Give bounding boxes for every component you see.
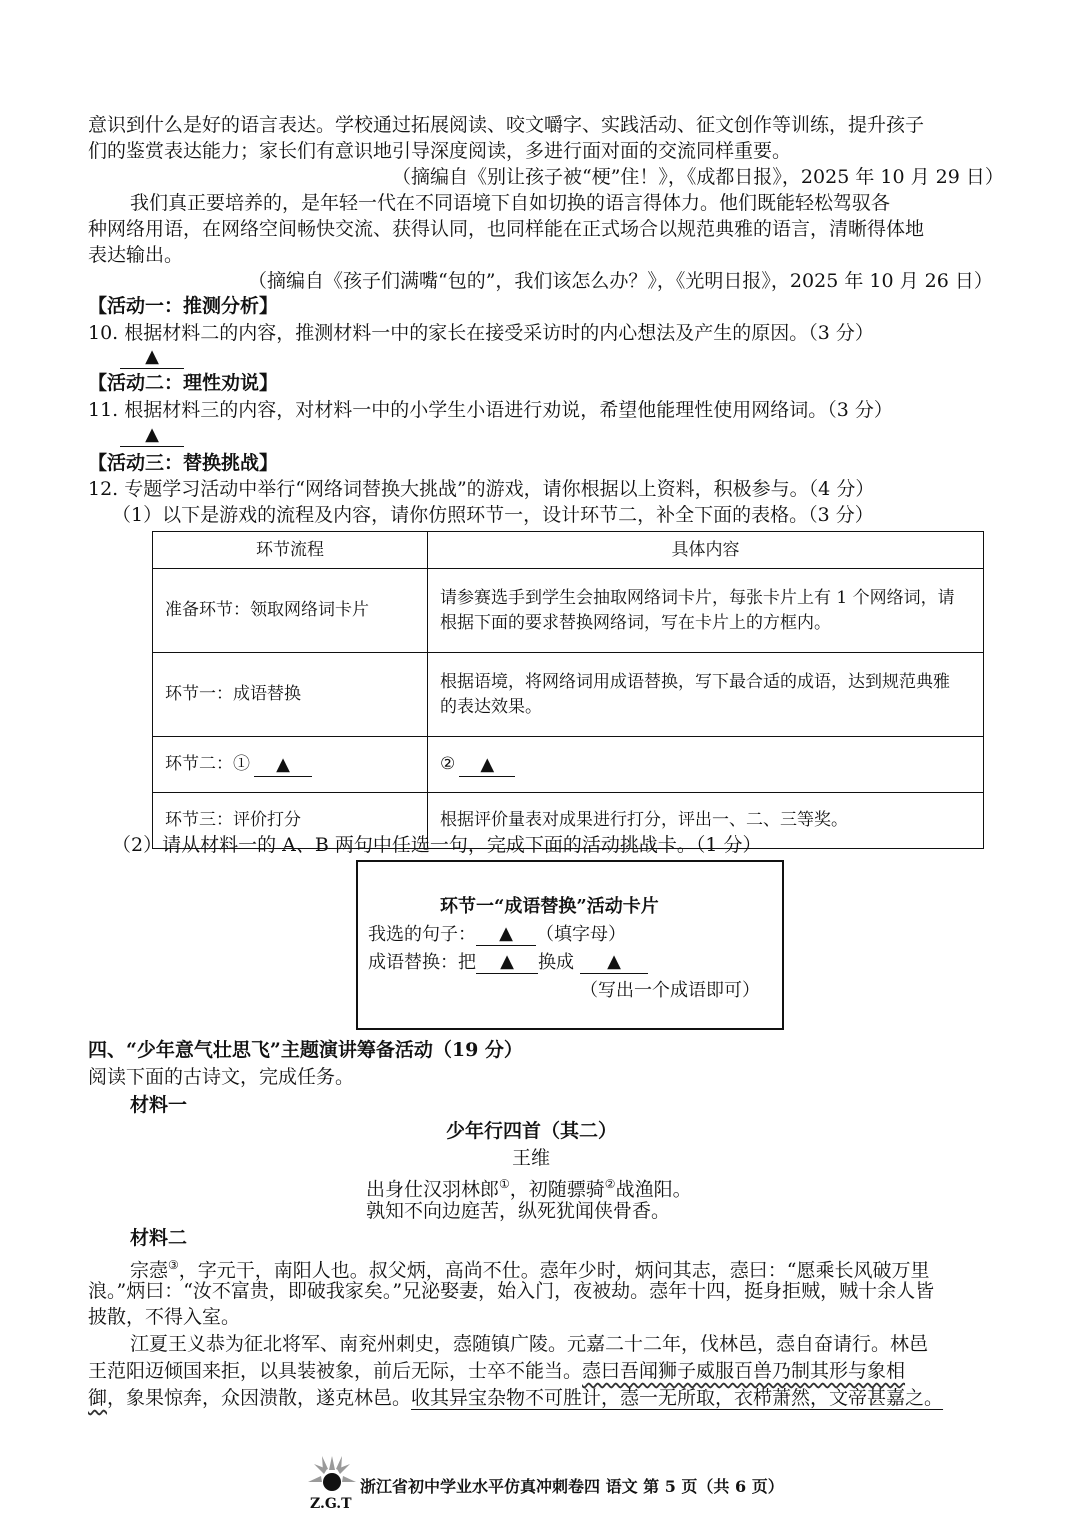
- card-hint: （写出一个成语即可）: [580, 980, 760, 1001]
- publisher-logo-icon: [306, 1454, 358, 1514]
- question-12: 12. 专题学习活动中举行“网络词替换大挑战”的游戏，请你根据以上资料，积极参与。（4 分）: [88, 478, 875, 500]
- material-paragraph-line: 我们真正要培养的，是年轻一代在不同语境下自如切换的语言得体力。他们既能轻松驾驭各: [130, 192, 891, 214]
- card-label: 换成: [538, 952, 574, 973]
- logo-text: Z.G.T: [310, 1496, 352, 1512]
- table-cell: [428, 737, 984, 793]
- table-cell: [428, 569, 984, 653]
- poem-text: ，初随骠骑: [509, 1178, 605, 1201]
- poem-text: 战渔阳。: [615, 1178, 692, 1201]
- poem-author: 王维: [512, 1147, 551, 1169]
- answer-triangle-icon: ▲: [276, 754, 290, 775]
- table-cell: [428, 653, 984, 737]
- table-cell: 环节一：成语替换: [153, 653, 428, 737]
- table-cell: 环节三：评价打分: [153, 793, 428, 849]
- wavy-underlined-text: 御: [88, 1387, 108, 1409]
- card-line-sentence: [368, 920, 626, 946]
- activity-two-title: 【活动二：理性劝说】: [88, 372, 279, 394]
- footnote-mark: ③: [168, 1258, 179, 1272]
- table-row: [153, 737, 984, 793]
- answer-triangle-icon: ▲: [499, 923, 513, 944]
- table-header: 环节流程: [153, 532, 428, 569]
- prose-line: [88, 1358, 905, 1384]
- material-paragraph-line: 表达输出。: [88, 244, 184, 266]
- activity-three-title: 【活动三：替换挑战】: [88, 452, 279, 474]
- table-row: [153, 569, 984, 653]
- prose-text: 宗悫: [130, 1259, 169, 1282]
- cell-text-line: 根据语境，将网络词用成语替换，写下最合适的成语，达到规范典雅: [440, 671, 950, 692]
- prose-line: [88, 1385, 943, 1411]
- answer-triangle-icon: ▲: [145, 424, 159, 445]
- cell-text-line: 根据下面的要求替换网络词，写在卡片上的方框内。: [440, 612, 831, 633]
- table-header: 具体内容: [428, 532, 984, 569]
- cell-text-line: 的表达效果。: [440, 696, 542, 717]
- card-label: 成语替换：把: [368, 952, 476, 973]
- footnote-mark: ②: [604, 1177, 616, 1191]
- poem-text: 出身仕汉羽林郎: [366, 1178, 500, 1201]
- answer-blank[interactable]: [120, 343, 184, 369]
- section-four-intro: 阅读下面的古诗文，完成任务。: [88, 1066, 355, 1088]
- question-12-part-2: （2）请从材料一的 A、B 两句中任选一句，完成下面的活动挑战卡。（1 分）: [112, 834, 762, 856]
- prose-line: 浪。”炳曰：“汝不富贵，即破我家矣。”兄泌娶妻，始入门，夜被劫。悫年十四，挺身拒贼，贼十余人皆: [88, 1280, 935, 1302]
- card-label: 我选的句子：: [368, 924, 476, 945]
- underlined-text: 收其异宝杂物不可胜计，悫一无所取，衣栉萧然，文帝甚嘉之。: [411, 1387, 944, 1409]
- question-10: 10. 根据材料二的内容，推测材料一中的家长在接受采访时的内心想法及产生的原因。（3 分）: [88, 322, 874, 344]
- card-label: （填字母）: [536, 924, 626, 945]
- material-one-label: 材料一: [130, 1094, 188, 1116]
- answer-triangle-icon: ▲: [480, 754, 495, 775]
- card-line-replace: [368, 948, 648, 974]
- material-paragraph-line: 意识到什么是好的语言表达。学校通过拓展阅读、咬文嚼字、实践活动、征文创作等训练，提升孩子: [88, 114, 925, 136]
- poem-line: 孰知不向边庭苦，纵死犹闻侠骨香。: [366, 1200, 671, 1222]
- table-row: [153, 653, 984, 737]
- answer-blank[interactable]: [580, 951, 648, 974]
- wavy-underlined-text: 悫曰吾闻狮子威服百兽乃制其形与象相: [582, 1360, 906, 1382]
- table-cell: [153, 737, 428, 793]
- prose-text: 王范阳迈倾国来拒，以具装被象，前后无际，士卒不能当。: [88, 1360, 583, 1382]
- answer-blank[interactable]: [476, 951, 538, 974]
- cell-label: ②: [440, 754, 456, 774]
- answer-triangle-icon: ▲: [500, 951, 514, 972]
- answer-blank[interactable]: [120, 421, 184, 447]
- card-title: 环节一“成语替换”活动卡片: [440, 896, 659, 917]
- answer-blank[interactable]: [459, 754, 515, 777]
- table-cell: 准备环节：领取网络词卡片: [153, 569, 428, 653]
- cell-label: 环节二：①: [165, 754, 250, 774]
- footnote-mark: ①: [499, 1177, 510, 1191]
- question-12-part-1: （1）以下是游戏的流程及内容，请你仿照环节一，设计环节二，补全下面的表格。（3 分）: [112, 504, 874, 526]
- answer-triangle-icon: ▲: [607, 951, 621, 972]
- poem-title: 少年行四首（其二）: [446, 1120, 618, 1142]
- game-flow-table: [152, 531, 984, 849]
- answer-blank[interactable]: [254, 754, 312, 777]
- section-four-title: 四、“少年意气壮思飞”主题演讲筹备活动（19 分）: [88, 1039, 523, 1061]
- cell-text-line: 请参赛选手到学生会抽取网络词卡片，每张卡片上有 1 个网络词，请: [440, 587, 955, 608]
- prose-text: ，象果惊奔，众因溃散，遂克林邑。: [107, 1387, 412, 1409]
- activity-card: [356, 860, 784, 1030]
- material-two-label: 材料二: [130, 1227, 188, 1249]
- answer-blank[interactable]: [476, 923, 536, 946]
- answer-triangle-icon: ▲: [145, 346, 159, 367]
- prose-text: ，字元干，南阳人也。叔父炳，高尚不仕。悫年少时，炳问其志，悫曰：“愿乘长风破万里: [178, 1259, 930, 1282]
- source-citation: （摘编自《别让孩子被“梗”住！》，《成都日报》，2025 年 10 月 29 日）: [392, 166, 1004, 188]
- activity-one-title: 【活动一：推测分析】: [88, 295, 279, 317]
- table-cell: 根据评价量表对成果进行打分，评出一、二、三等奖。: [428, 793, 984, 849]
- question-11: 11. 根据材料三的内容，对材料一中的小学生小语进行劝说，希望他能理性使用网络词。（3 分）: [88, 399, 893, 421]
- source-citation: （摘编自《孩子们满嘴“包的”，我们该怎么办？》，《光明日报》，2025 年 10 月 26 日）: [248, 270, 993, 292]
- prose-line: 江夏王义恭为征北将军、南兖州刺史，悫随镇广陵。元嘉二十二年，伐林邑，悫自奋请行。林邑: [130, 1333, 929, 1355]
- material-paragraph-line: 种网络用语，在网络空间畅快交流、获得认同，也同样能在正式场合以规范典雅的语言，清晰得体地: [88, 218, 925, 240]
- prose-line: 披散，不得入室。: [88, 1306, 241, 1328]
- page-footer: 浙江省初中学业水平仿真冲刺卷四 语文 第 5 页（共 6 页）: [360, 1477, 784, 1496]
- material-paragraph-line: 们的鉴赏表达能力；家长们有意识地引导深度阅读，多进行面对面的交流同样重要。: [88, 140, 792, 162]
